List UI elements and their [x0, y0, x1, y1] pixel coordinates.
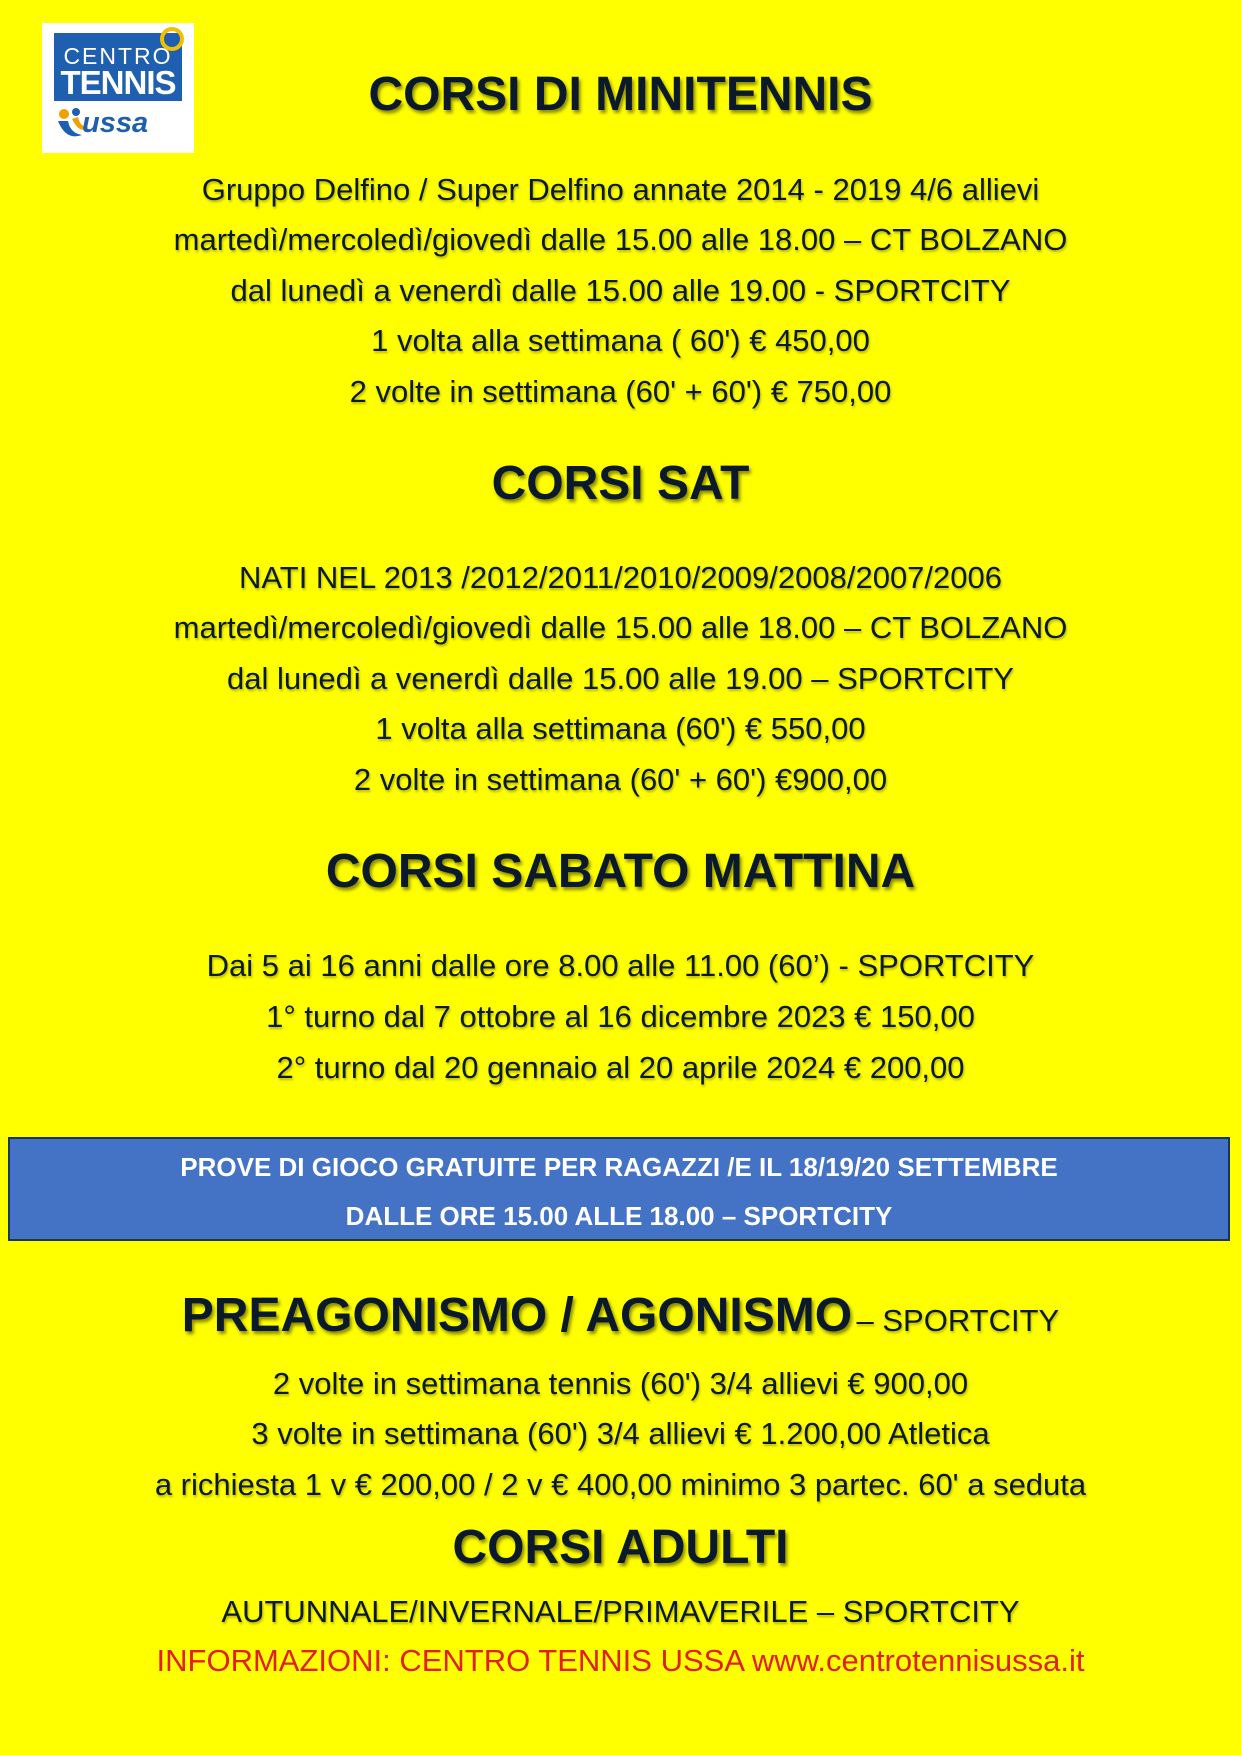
- banner-line-2: DALLE ORE 15.00 ALLE 18.00 – SPORTCITY: [345, 1201, 893, 1231]
- agonismo-heading: [0, 1288, 1241, 1343]
- minitennis-line: martedì/mercoledì/giovedì dalle 15.00 alle 18.00 – CT BOLZANO: [173, 222, 1068, 257]
- sat-title: CORSI SAT: [491, 457, 750, 510]
- banner-line-1: PROVE DI GIOCO GRATUITE PER RAGAZZI /E IL 18/19/20 SETTEMBRE: [180, 1152, 1058, 1182]
- minitennis-line: 2 volte in settimana (60' + 60') € 750,00: [349, 374, 892, 409]
- minitennis-title: CORSI DI MINITENNIS: [368, 68, 873, 121]
- agonismo-title: PREAGONISMO / AGONISMO: [181, 1289, 853, 1342]
- tennis-ball-icon: [160, 27, 184, 51]
- minitennis-line: dal lunedì a venerdì dalle 15.00 alle 19.00 - SPORTCITY: [230, 273, 1011, 308]
- adulti-line: AUTUNNALE/INVERNALE/PRIMAVERILE – SPORTCITY: [221, 1594, 1020, 1629]
- minitennis-line: 1 volta alla settimana ( 60') € 450,00: [371, 323, 870, 358]
- info-contact-line: INFORMAZIONI: CENTRO TENNIS USSA www.centrotennisussa.it: [156, 1643, 1085, 1678]
- free-trial-banner: [8, 1137, 1230, 1241]
- sat-line: 2 volte in settimana (60' + 60') €900,00: [353, 762, 888, 797]
- agonismo-line: 3 volte in settimana (60') 3/4 allievi € 1.200,00 Atletica: [251, 1416, 990, 1451]
- sat-line: 1 volta alla settimana (60') € 550,00: [375, 711, 866, 746]
- agonismo-line: a richiesta 1 v € 200,00 / 2 v € 400,00 minimo 3 partec. 60' a seduta: [154, 1467, 1087, 1502]
- sabato-title: CORSI SABATO MATTINA: [325, 845, 916, 898]
- minitennis-line: Gruppo Delfino / Super Delfino annate 2014 - 2019 4/6 allievi: [201, 172, 1040, 207]
- agonismo-subtitle: – SPORTCITY: [856, 1303, 1060, 1338]
- logo-tennis-text: TENNIS: [60, 64, 176, 101]
- agonismo-line: 2 volte in settimana tennis (60') 3/4 allievi € 900,00: [272, 1366, 969, 1401]
- sabato-line: 2° turno dal 20 gennaio al 20 aprile 2024 € 200,00: [276, 1050, 965, 1085]
- adulti-title: CORSI ADULTI: [452, 1521, 789, 1574]
- sat-line: NATI NEL 2013 /2012/2011/2010/2009/2008/2007/2006: [239, 560, 1002, 595]
- sabato-line: Dai 5 ai 16 anni dalle ore 8.00 alle 11.00 (60’) - SPORTCITY: [206, 948, 1035, 983]
- sabato-line: 1° turno dal 7 ottobre al 16 dicembre 2023 € 150,00: [266, 999, 975, 1034]
- logo-ussa-text: ussa: [82, 107, 149, 139]
- sat-line: dal lunedì a venerdì dalle 15.00 alle 19.00 – SPORTCITY: [227, 661, 1014, 696]
- sat-line: martedì/mercoledì/giovedì dalle 15.00 alle 18.00 – CT BOLZANO: [173, 610, 1068, 645]
- logo-centro-text: CENTRO: [63, 43, 173, 69]
